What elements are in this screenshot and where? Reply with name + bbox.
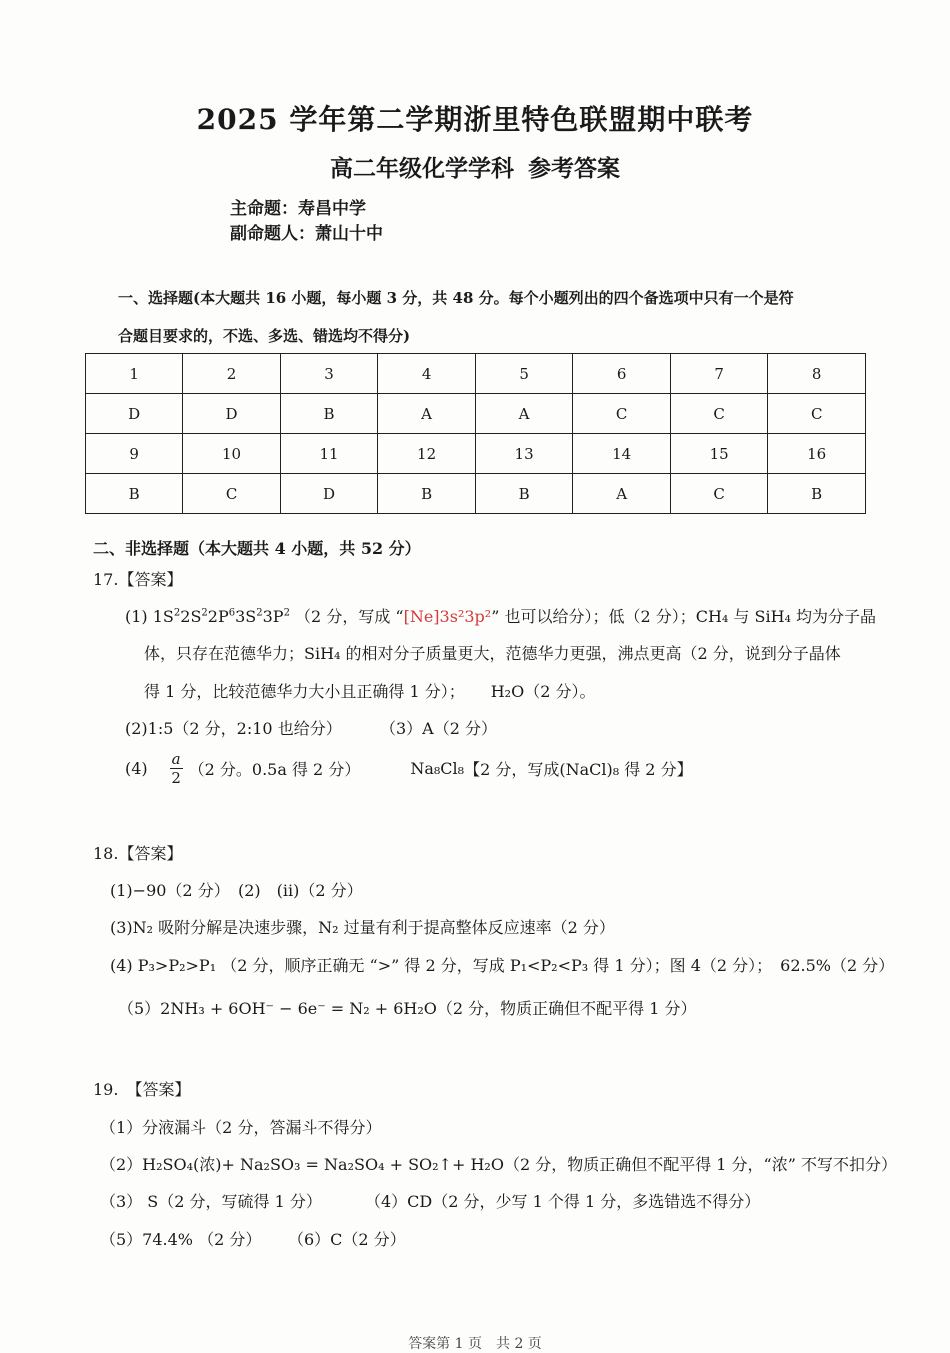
- answer-table-cell: 14: [573, 434, 671, 474]
- answer-table-cell: 10: [183, 434, 281, 474]
- choice-answer-table: [85, 353, 866, 514]
- answer-key-label: 参考答案: [528, 155, 620, 182]
- answer-table-cell: 7: [670, 354, 768, 394]
- q19-part1: （1）分液漏斗（2 分，答漏斗不得分）: [100, 1118, 382, 1137]
- fraction-a-over-2: $\frac{a}{2}$: [171, 750, 181, 787]
- answer-table-cell: B: [475, 474, 573, 514]
- answer-table-cell: C: [670, 394, 768, 434]
- answer-table-cell: B: [768, 474, 866, 514]
- q18-part1: (1)−90（2 分）: [110, 881, 230, 900]
- answer-table-cell: B: [378, 474, 476, 514]
- exam-title: 2025 学年第二学期浙里特色联盟期中联考: [196, 103, 754, 136]
- answer-table-row: [86, 434, 866, 474]
- section1-heading-line2: 合题目要求的，不选、多选、错选均不得分): [118, 327, 411, 345]
- answer-table-cell: 13: [475, 434, 573, 474]
- q18-part3: (3)N₂ 吸附分解是决速步骤，N₂ 过量有利于提高整体反应速率（2 分）: [110, 918, 615, 937]
- answer-table-cell: C: [670, 474, 768, 514]
- answer-table-row: [86, 394, 866, 434]
- answer-table-cell: 12: [378, 434, 476, 474]
- answer-table-cell: 9: [86, 434, 183, 474]
- q18-label: 18.【答案】: [93, 844, 183, 863]
- q17-label: 17.【答案】: [93, 570, 183, 589]
- page-footer: 答案第 1 页 共 2 页: [408, 1336, 542, 1352]
- q17-part1-line2: 体，只存在范德华力；SiH₄ 的相对分子质量更大，范德华力更强，沸点更高（2 分，说到分子晶体: [144, 644, 841, 663]
- q19-part5: （5）74.4% （2 分）: [100, 1230, 262, 1249]
- answer-table-cell: C: [183, 474, 281, 514]
- answer-table-row: [86, 354, 866, 394]
- main-setter: 主命题：寿昌中学: [230, 199, 366, 219]
- alt-config-red: [Ne]3s²3p²: [403, 607, 492, 626]
- answer-table-cell: 16: [768, 434, 866, 474]
- answer-table-cell: B: [86, 474, 183, 514]
- answer-table-cell: C: [768, 394, 866, 434]
- answer-table-cell: 3: [280, 354, 378, 394]
- section1-heading-line1: 一、选择题(本大题共 16 小题，每小题 3 分，共 48 分。每个小题列出的四个备选项中只有一个是符: [118, 289, 794, 307]
- sub-setter: 副命题人：萧山十中: [230, 224, 383, 244]
- q17-part1-line1: (1) $1S^22S^22P^63S^23P^2$ （2 分，写成 “[Ne]3s²3p²” 也可以给分）；低（2 分）；CH₄ 与 SiH₄ 均为分子晶: [125, 607, 877, 626]
- q17-part1-line3: 得 1 分，比较范德华力大小且正确得 1 分）； H₂O（2 分）。: [144, 682, 596, 701]
- answer-table-cell: D: [280, 474, 378, 514]
- answer-table-cell: 2: [183, 354, 281, 394]
- q19-part6: （6）C（2 分）: [288, 1230, 406, 1249]
- q18-part2: (2) (ii)（2 分）: [238, 881, 363, 900]
- q19-part2: （2）H₂SO₄(浓)+ Na₂SO₃ = Na₂SO₄ + SO₂↑+ H₂O（2 分，物质正确但不配平得 1 分，“浓” 不写不扣分）: [100, 1155, 898, 1174]
- answer-table-cell: 5: [475, 354, 573, 394]
- answer-table-cell: 8: [768, 354, 866, 394]
- q19-part4: （4）CD（2 分，少写 1 个得 1 分，多选错选不得分）: [365, 1192, 761, 1211]
- answer-table-cell: D: [86, 394, 183, 434]
- answer-table-cell: 11: [280, 434, 378, 474]
- q17-part2: (2)1:5（2 分，2:10 也给分）: [125, 719, 342, 738]
- subject-label: 高二年级化学学科: [330, 155, 514, 182]
- answer-table-cell: 1: [86, 354, 183, 394]
- q19-label: 19. 【答案】: [93, 1080, 191, 1099]
- answer-table-row: [86, 474, 866, 514]
- answer-table-cell: C: [573, 394, 671, 434]
- answer-table-cell: A: [378, 394, 476, 434]
- section2-heading: 二、非选择题（本大题共 4 小题，共 52 分）: [93, 539, 421, 558]
- answer-table-cell: A: [475, 394, 573, 434]
- q18-part4: (4) P₃>P₂>P₁ （2 分，顺序正确无 “>” 得 2 分，写成 P₁<P₂<P₃ 得 1 分）；图 4（2 分）； 62.5%（2 分）: [110, 956, 895, 975]
- q17-part4: (4) $\frac{a}{2}$ （2 分。0.5a 得 2 分） Na₈Cl₈【2 分，写成(NaCl)₈ 得 2 分】: [125, 750, 693, 787]
- answer-table-cell: 15: [670, 434, 768, 474]
- answer-table-cell: B: [280, 394, 378, 434]
- q18-part5: （5）2NH₃ + 6OH⁻ − 6e⁻ = N₂ + 6H₂O（2 分，物质正确但不配平得 1 分）: [118, 999, 697, 1018]
- q19-part3: （3） S（2 分，写硫得 1 分）: [100, 1192, 322, 1211]
- answer-table-cell: 6: [573, 354, 671, 394]
- exam-subtitle: [0, 150, 950, 183]
- answer-table-cell: 4: [378, 354, 476, 394]
- answer-table-cell: A: [573, 474, 671, 514]
- q17-part3: （3）A（2 分）: [380, 719, 498, 738]
- answer-table-cell: D: [183, 394, 281, 434]
